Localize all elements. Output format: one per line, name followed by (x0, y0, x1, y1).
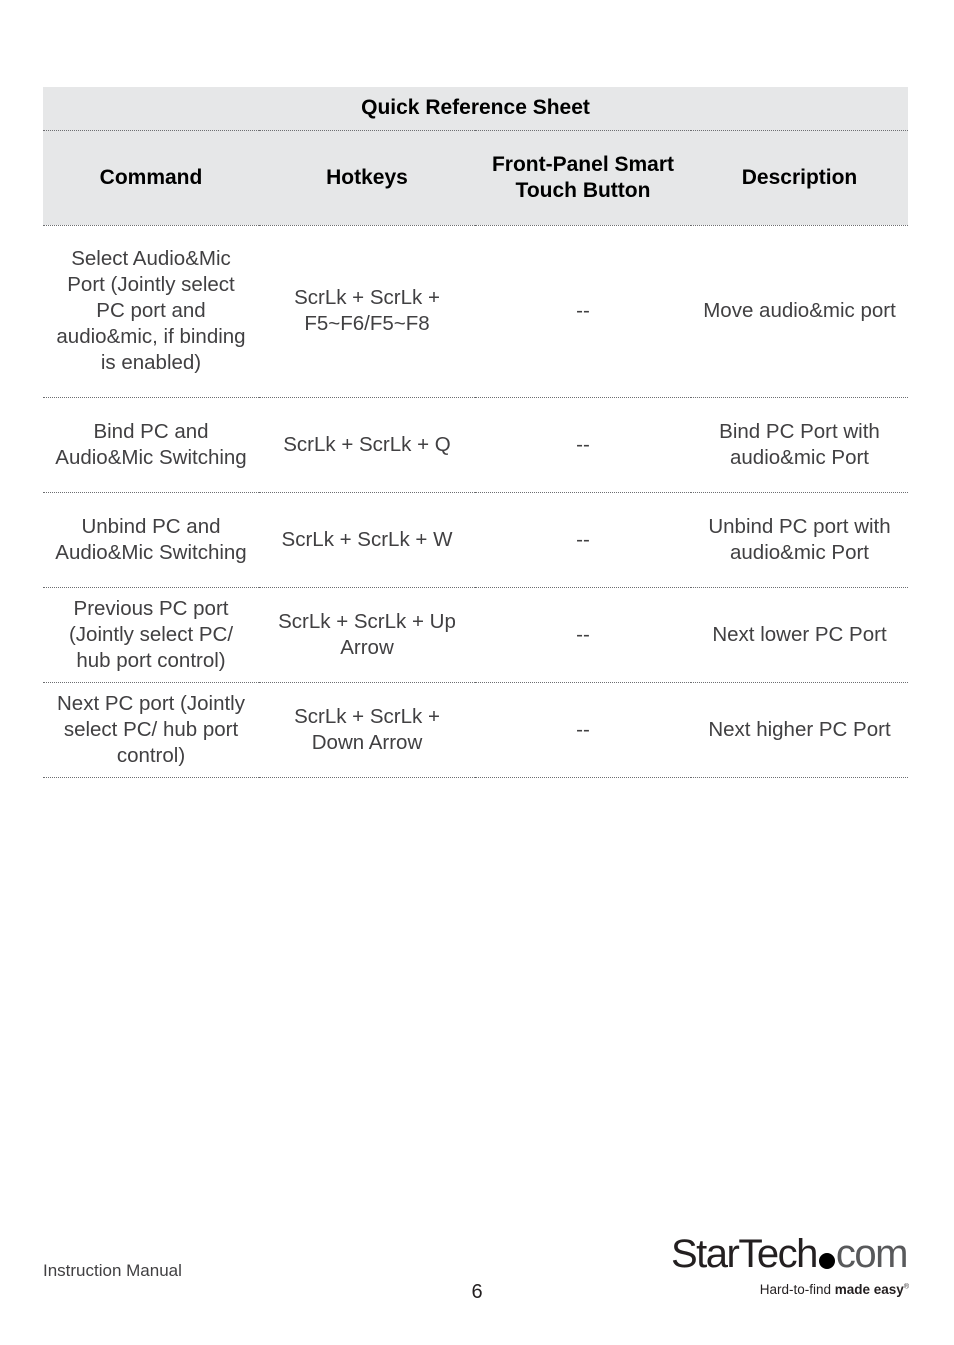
description-cell: Bind PC Port with audio&mic Port (691, 397, 908, 492)
logo-wordmark (671, 1230, 907, 1278)
column-header-command: Command (43, 130, 259, 225)
logo-tagline-plain: Hard-to-find (759, 1282, 835, 1297)
table-row (43, 682, 908, 777)
table-row (43, 492, 908, 587)
hotkeys-cell: ScrLk + ScrLk + W (259, 492, 475, 587)
hotkeys-cell: ScrLk + ScrLk + Up Arrow (259, 587, 475, 682)
button-cell: -- (475, 682, 691, 777)
registered-mark: ® (903, 1283, 909, 1291)
table-header-row (43, 130, 908, 225)
page-number: 6 (471, 1281, 483, 1303)
table-row (43, 587, 908, 682)
command-cell: Previous PC port (Jointly select PC/ hub port control) (43, 587, 259, 682)
description-cell: Next higher PC Port (691, 682, 908, 777)
quick-reference-table (43, 87, 908, 778)
description-cell: Unbind PC port with audio&mic Port (691, 492, 908, 587)
table-title: Quick Reference Sheet (43, 87, 908, 130)
table-row (43, 225, 908, 397)
description-cell: Move audio&mic port (691, 225, 908, 397)
logo-tagline (760, 1282, 909, 1297)
command-cell: Bind PC and Audio&Mic Switching (43, 397, 259, 492)
footer-manual-label: Instruction Manual (43, 1261, 182, 1280)
logo-brand-right: com (835, 1232, 907, 1276)
button-cell: -- (475, 587, 691, 682)
column-header-front-panel-button: Front-Panel Smart Touch Button (475, 130, 691, 225)
logo-dot-icon (819, 1253, 835, 1269)
command-cell: Next PC port (Jointly select PC/ hub port control) (43, 682, 259, 777)
description-cell: Next lower PC Port (691, 587, 908, 682)
startech-logo (671, 1230, 911, 1302)
command-cell: Unbind PC and Audio&Mic Switching (43, 492, 259, 587)
command-cell: Select Audio&Mic Port (Jointly select PC port and audio&mic, if binding is enabled) (43, 225, 259, 397)
logo-brand-left: StarTech (671, 1232, 817, 1276)
button-cell: -- (475, 397, 691, 492)
logo-tagline-bold: made easy (834, 1282, 904, 1297)
button-cell: -- (475, 492, 691, 587)
table-row (43, 397, 908, 492)
column-header-hotkeys: Hotkeys (259, 130, 475, 225)
hotkeys-cell: ScrLk + ScrLk + Down Arrow (259, 682, 475, 777)
table-title-row (43, 87, 908, 130)
column-header-description: Description (691, 130, 908, 225)
button-cell: -- (475, 225, 691, 397)
hotkeys-cell: ScrLk + ScrLk + F5~F6/F5~F8 (259, 225, 475, 397)
hotkeys-cell: ScrLk + ScrLk + Q (259, 397, 475, 492)
